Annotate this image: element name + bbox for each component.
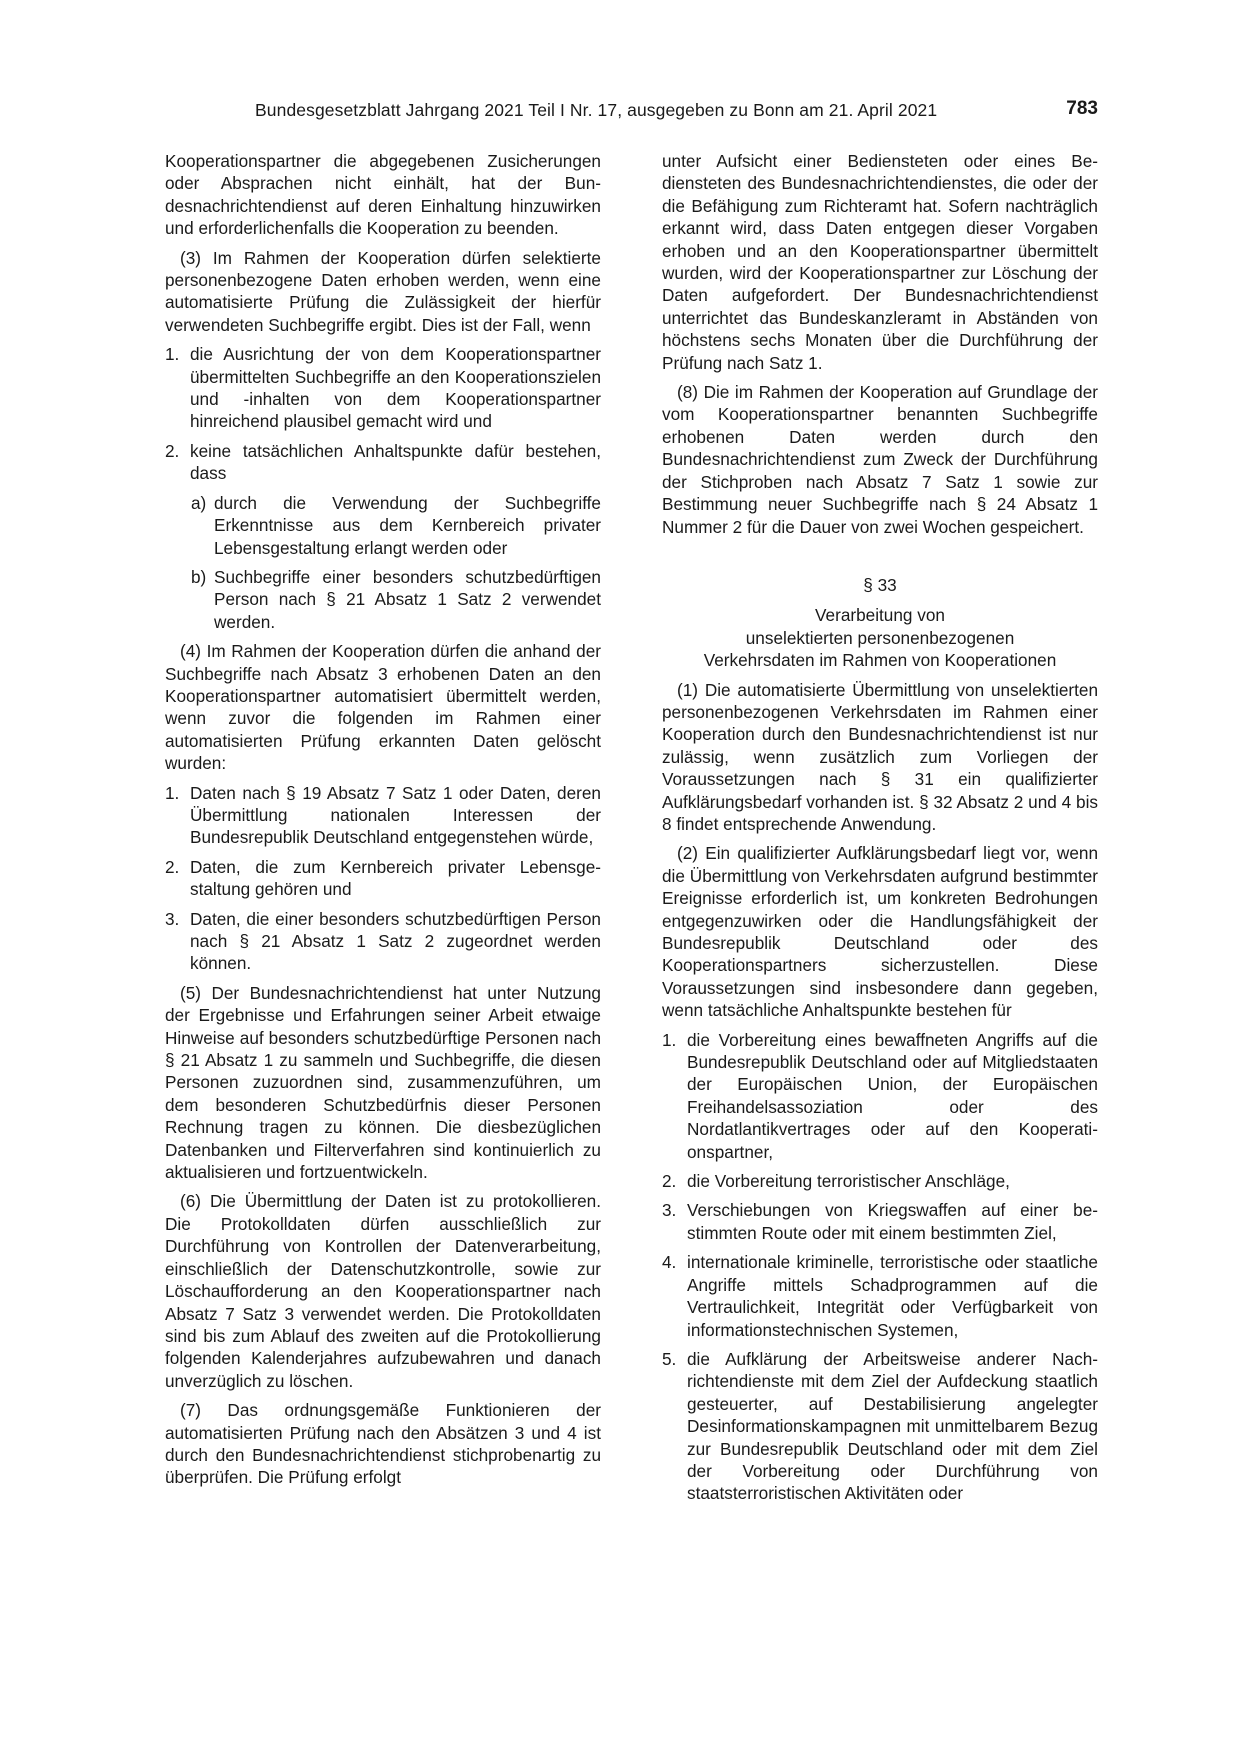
list-number: 2. (662, 1171, 677, 1192)
list-number: 4. (662, 1252, 677, 1273)
list-item (165, 343, 601, 433)
sub-list-item (191, 492, 601, 559)
list-number: 3. (662, 1200, 677, 1221)
list-number: 1. (662, 1029, 677, 1050)
list-item (165, 856, 601, 901)
list-item (165, 908, 601, 975)
list-text: Verschiebungen von Kriegswaffen auf einer bestimmten Route oder mit einem bestimmten Ziel, (687, 1200, 1098, 1243)
section-title-line: Verkehrsdaten im Rahmen von Kooperationen (703, 650, 1057, 671)
list-item (662, 1199, 1098, 1244)
section-title (662, 604, 1098, 671)
list-text: Daten nach § 19 Absatz 7 Satz 1 oder Daten, deren Übermittlung nationalen Interessen der Bundesrepublik Deutschland entgegenstehen würde, (190, 782, 601, 848)
left-column (165, 150, 601, 1496)
paragraph-8: (8) Die im Rahmen der Kooperation auf Grundlage der vom Kooperationspartner benannten Suchbegriffe erhobenen Daten werden durch den Bundesnachrichtendienst zum Zweck der Durchführung der Stichproben nach Absatz 7 Satz 1 sowie zur Bestimmung neuer Suchbegriffe nach § 24 Absatz 1 Nummer 2 für die Dauer von zwei Wochen gespeichert. (662, 382, 1098, 537)
list-number: 2. (165, 440, 180, 461)
list-item (662, 1170, 1098, 1192)
sub-list-letter: b) (191, 566, 207, 587)
list-text: die Ausrichtung der von dem Kooperationspartner übermittelten Suchbegriffe an den Kooperationszielen und -inhalten von dem Kooperationspartner hinreichend plausibel gemacht wird und (190, 344, 601, 432)
list-number: 5. (662, 1348, 677, 1369)
list-text: die Vorbereitung terroristischer Anschläge, (687, 1171, 1010, 1192)
list-text: die Aufklärung der Arbeitsweise anderer Nachrichtendienste mit dem Ziel der Aufdeckung staatlich gesteuerter, auf Destabilisierung angelegter Desinformationskampagnen mit unmittelbarem Bezug zur Bundesrepublik Deutschland oder mit dem Ziel der Vorbereitung oder Durchführung von staatsterroristischen Aktivitäten oder (687, 1348, 1098, 1504)
paragraph-7-continuation: unter Aufsicht einer Bediensteten oder eines Bediensteten des Bundesnachrichtendienstes, die oder der die Befähigung zum Richteramt hat. Sofern nachträglich erkannt wird, dass Daten entgegen dieser Vorgaben erhoben und an den Kooperationspartner übermittelt wurden, wird der Kooperationspartner zur Löschung der Daten aufgefordert. Der Bundesnachrichtendienst unterrichtet das Bundeskanzleramt in Abständen von höchstens sechs Monaten über die Durchführung der Prüfung nach Satz 1. (662, 151, 1098, 373)
paragraph-6: (6) Die Übermittlung der Daten ist zu protokollieren. Die Protokolldaten dürfen ausschließlich zur Durchführung von Kontrollen der Datenverarbeitung, einschließlich der Datenschutzkontrolle, sowie zur Löschaufforderung an den Kooperationspartner nach Absatz 7 Satz 3 verwendet werden. Die Protokolldaten sind bis zum Ablauf des zweiten auf die Protokollierung folgenden Kalenderjahres aufzubewahren und danach unverzüglich zu löschen. (165, 1191, 601, 1391)
page-number: 783 (1066, 98, 1098, 119)
sub-list-item (191, 566, 601, 633)
list-number: 2. (165, 856, 180, 877)
sub-list-text: Suchbegriffe einer besonders schutzbedürftigen Person nach § 21 Absatz 1 Satz 2 verwendet werden. (214, 566, 601, 632)
paragraph-7: (7) Das ordnungsgemäße Funktionieren der automatisierten Prüfung nach den Absätzen 3 und 4 ist durch den Bundesnachrichtendienst stichprobenartig zu überprüfen. Die Prüfung erfolgt (165, 1400, 601, 1488)
section-title-line: Verarbeitung von (815, 605, 945, 626)
list-text: internationale kriminelle, terroristische oder staatliche Angriffe mittels Schadprogrammen auf die Vertraulichkeit, Integrität oder Verfügbarkeit von informationstechnischen Systemen, (687, 1252, 1098, 1340)
paragraph-3: (3) Im Rahmen der Kooperation dürfen selektierte personenbezogene Daten erhoben werden, wenn eine automatisierte Prüfung die Zulässigkeit der hierfür verwendeten Suchbegriffe ergibt. Dies ist der Fall, wenn (165, 247, 601, 335)
sub-list-letter: a) (191, 492, 207, 513)
list-text: die Vorbereitung eines bewaffneten Angriffs auf die Bundesrepublik Deutschland oder auf Mitgliedstaaten der Europäischen Union, der Europäischen Freihandelsassoziation oder des Nordatlantikvertrages oder auf den Kooperationspartner, (687, 1029, 1098, 1162)
paragraph-4: (4) Im Rahmen der Kooperation dürfen die anhand der Suchbegriffe nach Absatz 3 erhobenen Daten an den Kooperationspartner automatisiert übermittelt werden, wenn zuvor die folgenden im Rahmen einer automatisierten Prüfung erkannten Daten gelöscht wurden: (165, 641, 601, 774)
list-text: Daten, die zum Kernbereich privater Lebensgestaltung gehören und (190, 856, 601, 900)
list-item (165, 440, 601, 485)
section-paragraph-2: (2) Ein qualifizierter Aufklärungsbedarf liegt vor, wenn die Übermittlung von Verkehrsdaten aufgrund bestimmter Ereignisse erforderlich ist, um konkreten Bedrohungen entgegenzuwirken oder die Handlungsfähigkeit der Bundesrepublik Deutschland oder des Kooperationspartners sicherzustellen. Diese Voraussetzungen sind insbesondere dann gegeben, wenn tatsächliche Anhaltspunkte bestehen für (662, 843, 1098, 1021)
section-title-line: unselektierten personenbezogenen (745, 627, 1015, 648)
running-title: Bundesgesetzblatt Jahrgang 2021 Teil I Nr. 17, ausgegeben zu Bonn am 21. April 2021 (255, 100, 938, 120)
list-item (662, 1251, 1098, 1341)
right-column (662, 150, 1098, 1512)
list-number: 1. (165, 344, 180, 365)
list-item (165, 782, 601, 849)
list-item (662, 1029, 1098, 1163)
list-text: Daten, die einer besonders schutzbedürftigen Person nach § 21 Absatz 1 Satz 2 zugeordnet werden können. (190, 908, 601, 974)
list-text: keine tatsächlichen Anhaltspunkte dafür bestehen, dass (190, 440, 601, 484)
running-header (160, 100, 1098, 126)
paragraph-5: (5) Der Bundesnachrichtendienst hat unter Nutzung der Ergebnisse und Erfahrungen seiner Arbeit etwaige Hinweise auf besonders schutzbedürftige Personen nach § 21 Absatz 1 zu sammeln und Suchbegriffe, die diesen Personen zuzuordnen sind, zusammenzuführen, um dem besonderen Schutzbedürfnis dieser Personen Rechnung tragen zu können. Die diesbezüglichen Datenbanken und Filterverfahren sind kontinuierlich zu aktualisieren und fortzuentwickeln. (165, 982, 601, 1183)
section-paragraph-1: (1) Die automatisierte Übermittlung von unselektierten personenbezogenen Verkehrsdaten im Rahmen einer Kooperation durch den Bundesnachrichtendienst ist nur zulässig, wenn zusätzlich zum Vorliegen der Voraussetzungen nach § 31 ein qualifizierter Aufklärungsbedarf vorhanden ist. § 32 Absatz 2 und 4 bis 8 findet entsprechende Anwendung. (662, 679, 1098, 834)
section-number: § 33 (863, 574, 897, 595)
list-number: 3. (165, 908, 180, 929)
sub-list-text: durch die Verwendung der Suchbegriffe Erkenntnisse aus dem Kernbereich privater Lebensgestaltung erlangt werden oder (214, 492, 601, 558)
paragraph-continuation: Kooperationspartner die abgegebenen Zusicherungen oder Absprachen nicht einhält, hat der Bundesnachrichtendienst auf deren Einhaltung hinzuwirken und erforderlichenfalls die Kooperation zu beenden. (165, 151, 601, 239)
list-number: 1. (165, 782, 180, 803)
list-item (662, 1348, 1098, 1505)
